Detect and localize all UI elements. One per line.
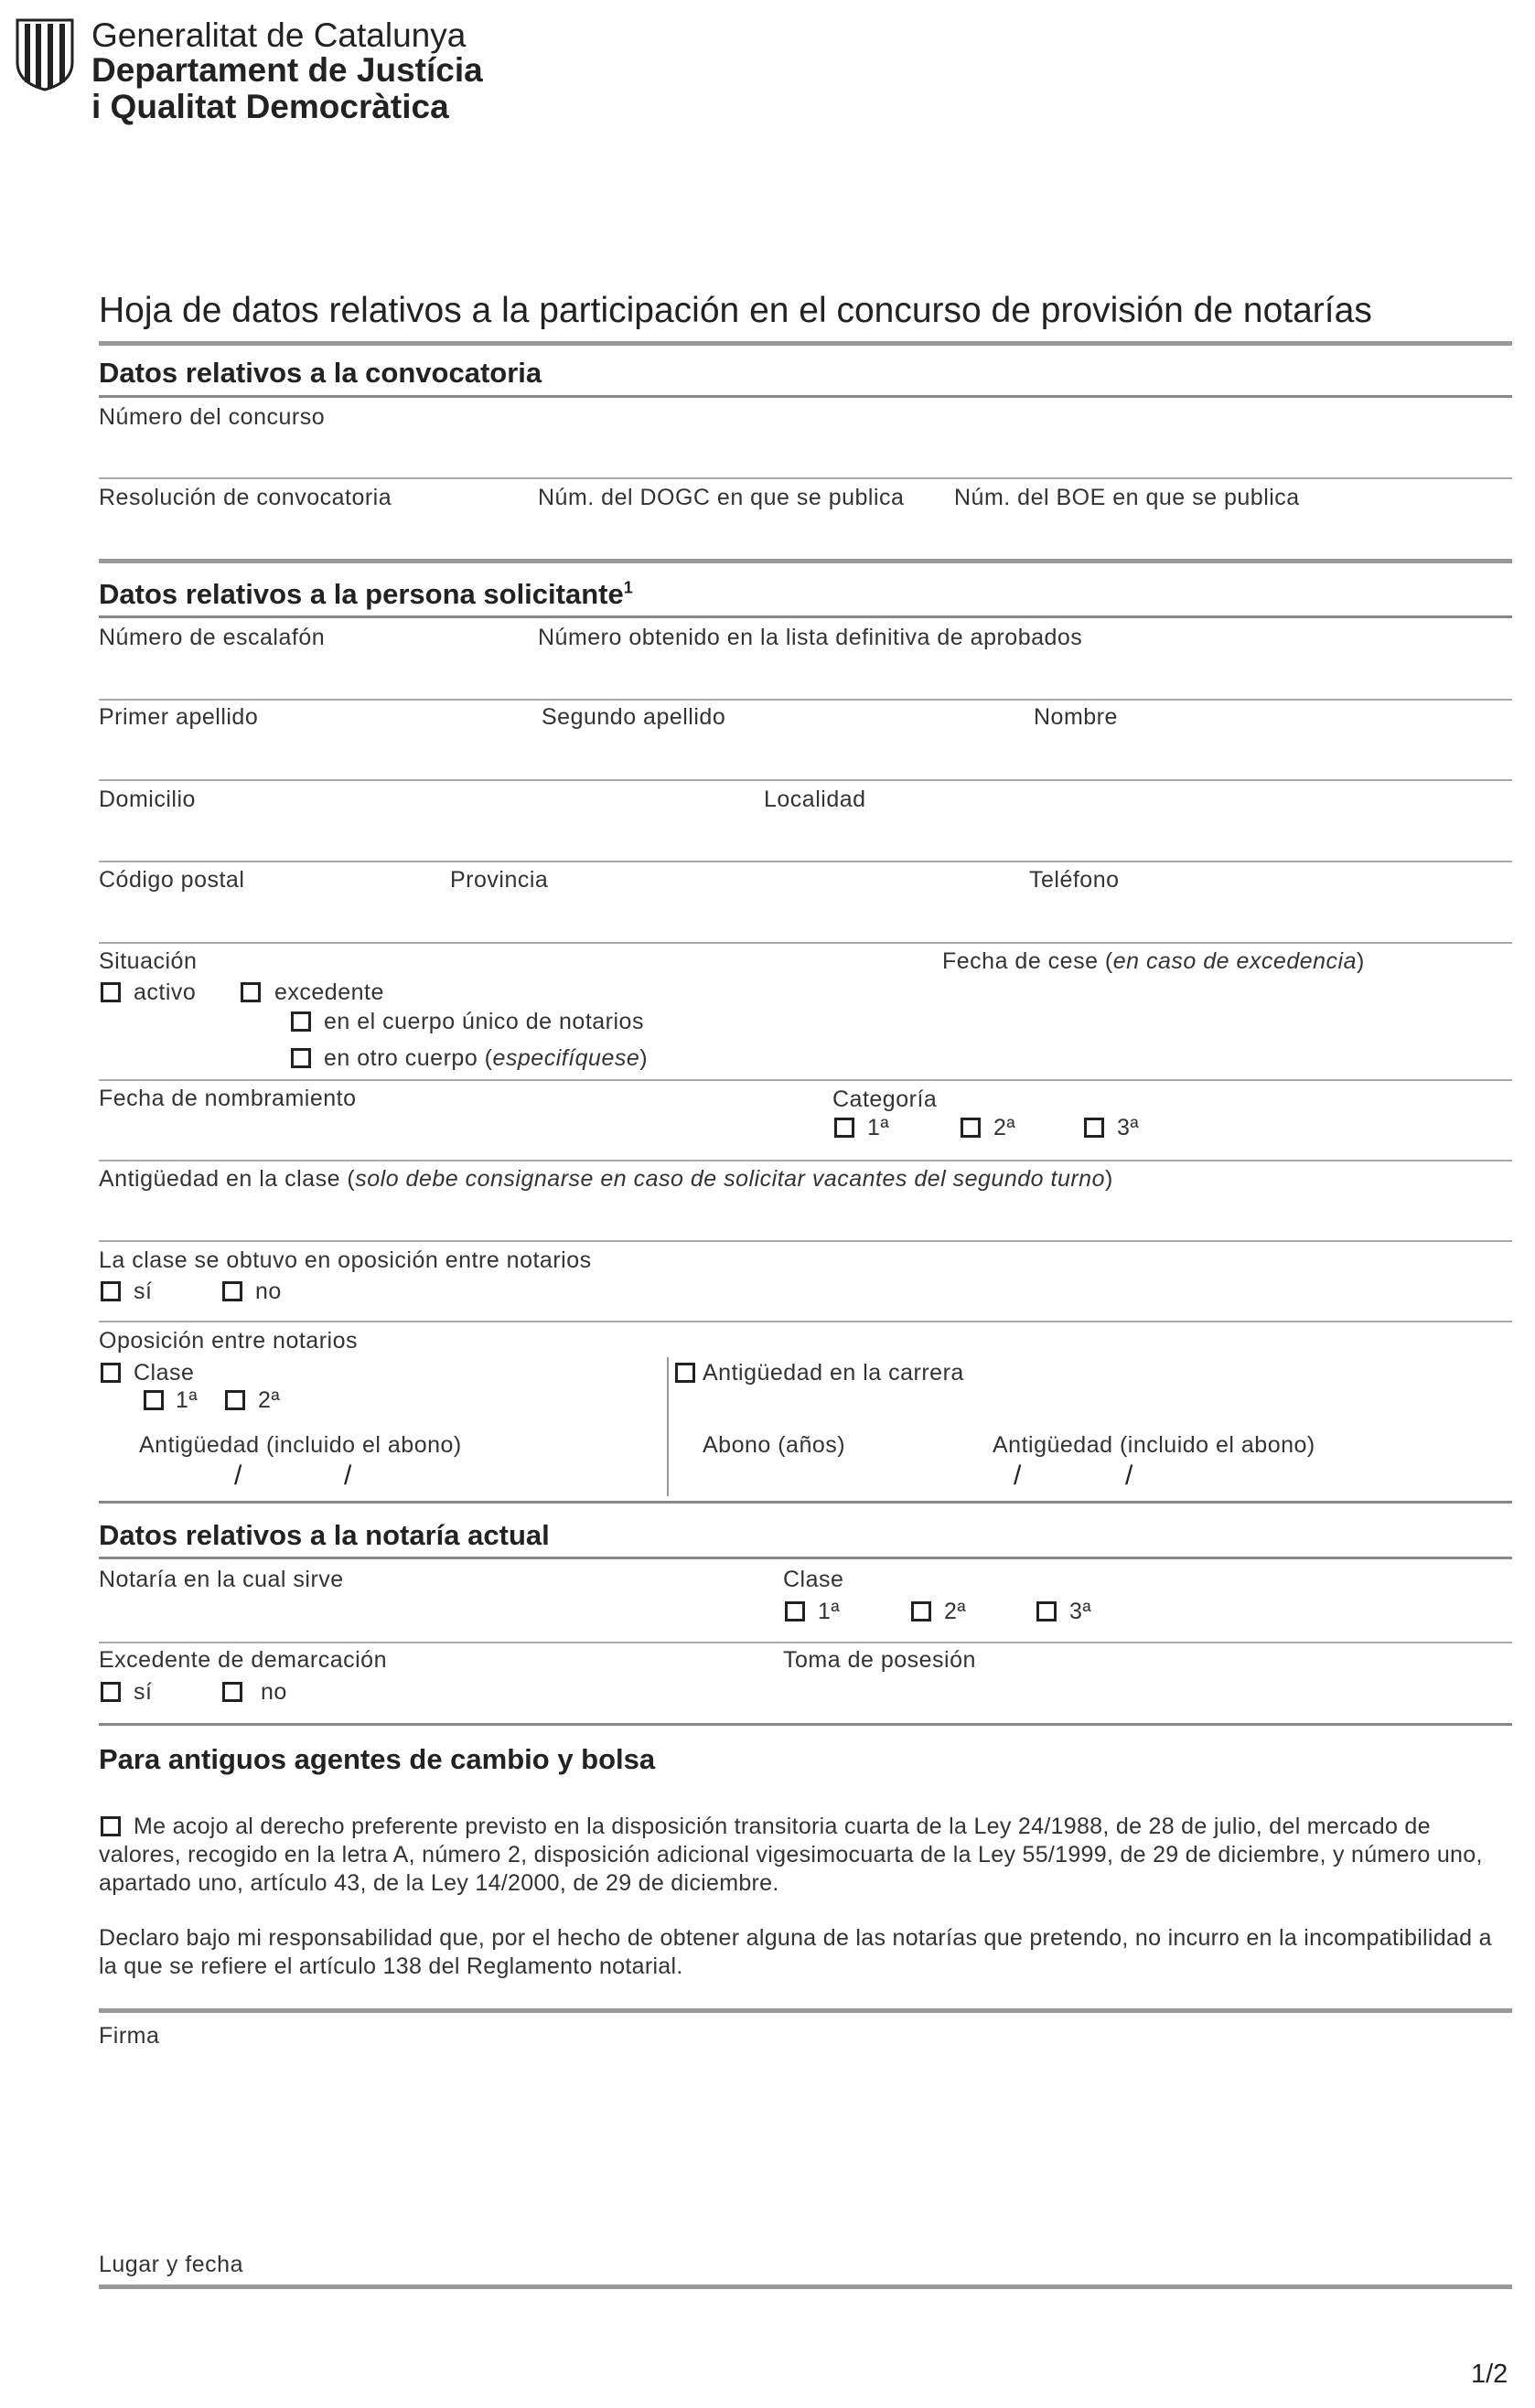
antig-carrera-checkbox[interactable] [675, 1363, 695, 1383]
department-name-2: i Qualitat Democràtica [91, 88, 449, 125]
page-number: 1/2 [1471, 2360, 1508, 2389]
categoria-3-label: 3ª [1117, 1115, 1140, 1140]
field-line [99, 1160, 1512, 1161]
clase-obtuvo-si-checkbox[interactable] [101, 1281, 121, 1301]
activo-checkbox[interactable] [101, 982, 121, 1002]
antiguedad-incluido-label-2: Antigüedad (incluido el abono) [993, 1432, 1315, 1458]
antiguedad-clase-label: Antigüedad en la clase (solo debe consignarse en caso de solicitar vacantes del segundo turno) [99, 1166, 1113, 1192]
excedente-si-checkbox[interactable] [101, 1682, 121, 1702]
footnote-marker: 1 [623, 578, 633, 597]
segundo-apellido-label: Segundo apellido [542, 704, 726, 730]
clase-obtuvo-label: La clase se obtuvo en oposición entre notarios [99, 1247, 592, 1273]
antig-carrera-label: Antigüedad en la carrera [703, 1360, 964, 1386]
date-separator: / [1014, 1461, 1022, 1491]
notaria-clase-3-checkbox[interactable] [1036, 1601, 1057, 1621]
divider [99, 341, 1512, 346]
clase-1-label: 1ª [176, 1387, 199, 1413]
excedente-no-checkbox[interactable] [222, 1682, 242, 1702]
field-line[interactable] [99, 861, 1512, 862]
categoria-2-label: 2ª [993, 1115, 1016, 1140]
categoria-1-checkbox[interactable] [834, 1118, 854, 1138]
clase-2-label: 2ª [258, 1387, 281, 1413]
cuerpo-unico-checkbox[interactable] [291, 1011, 311, 1032]
divider [99, 2285, 1512, 2289]
antiguedad-incluido-label: Antigüedad (incluido el abono) [139, 1432, 462, 1458]
lugar-fecha-label: Lugar y fecha [99, 2252, 243, 2277]
clase-checkbox[interactable] [101, 1363, 121, 1383]
primer-apellido-label: Primer apellido [99, 704, 259, 730]
si-label: sí [134, 1279, 153, 1304]
no-label: no [255, 1279, 282, 1304]
divider [99, 1501, 1512, 1504]
localidad-label: Localidad [764, 787, 866, 812]
notaria-clase-1-checkbox[interactable] [785, 1601, 805, 1621]
field-line[interactable] [99, 942, 1512, 944]
fecha-cese-label: Fecha de cese (en caso de excedencia) [942, 948, 1365, 974]
domicilio-label: Domicilio [99, 787, 196, 812]
otro-cuerpo-label: en otro cuerpo (especifíquese) [324, 1045, 649, 1071]
oposicion-label: Oposición entre notarios [99, 1328, 358, 1354]
activo-label: activo [134, 979, 197, 1005]
telefono-label: Teléfono [1029, 867, 1120, 893]
field-line[interactable] [99, 779, 1512, 781]
notaria-clase-2-checkbox[interactable] [911, 1601, 931, 1621]
clase-2-checkbox[interactable] [225, 1390, 245, 1410]
section-persona-heading: Datos relativos a la persona solicitante$^1$ [99, 578, 633, 610]
section-agentes-heading: Para antiguos agentes de cambio y bolsa [99, 1743, 656, 1775]
generalitat-logo-icon [14, 16, 76, 91]
clase-obtuvo-no-checkbox[interactable] [222, 1281, 242, 1301]
date-separator: / [234, 1461, 242, 1491]
department-name: Departament de Justícia [91, 51, 483, 89]
notaria-sirve-label: Notaría en la cual sirve [99, 1567, 344, 1592]
fecha-nombramiento-label: Fecha de nombramiento [99, 1086, 357, 1111]
situacion-label: Situación [99, 948, 198, 974]
categoria-3-checkbox[interactable] [1084, 1118, 1104, 1138]
clase-1-checkbox[interactable] [144, 1390, 164, 1410]
notaria-clase-2-label: 2ª [944, 1599, 967, 1624]
divider [99, 559, 1512, 563]
declaro-paragraph: Declaro bajo mi responsabilidad que, por el hecho de obtener alguna de las notarías que pretendo, no incurro en la incompatibilidad a la que se refiere el artículo 138 del Reglamento notarial. [99, 1925, 1492, 1979]
form-title: Hoja de datos relativos a la participación en el concurso de provisión de notarías [99, 291, 1372, 330]
categoria-label: Categoría [832, 1086, 938, 1112]
date-separator: / [344, 1461, 352, 1491]
notaria-clase-3-label: 3ª [1069, 1599, 1092, 1624]
field-line[interactable] [99, 699, 1512, 701]
excedente-label: excedente [274, 979, 384, 1005]
column-divider [667, 1357, 669, 1496]
firma-label: Firma [99, 2023, 160, 2049]
num-dogc-label: Núm. del DOGC en que se publica [538, 485, 905, 510]
divider [99, 1723, 1512, 1726]
divider [99, 2008, 1512, 2013]
divider [99, 395, 1512, 398]
provincia-label: Provincia [450, 867, 549, 893]
numero-escalafon-label: Número de escalafón [99, 625, 326, 650]
numero-obtenido-label: Número obtenido en la lista definitiva de aprobados [538, 625, 1083, 650]
field-line[interactable] [99, 1240, 1512, 1242]
cuerpo-unico-label: en el cuerpo único de notarios [324, 1009, 644, 1034]
field-line[interactable] [99, 477, 1512, 479]
clase-label: Clase [134, 1360, 195, 1386]
section-convocatoria-heading: Datos relativos a la convocatoria [99, 357, 542, 389]
field-line [99, 1079, 1512, 1081]
no-label-2: no [261, 1679, 287, 1705]
acojo-paragraph: Me acojo al derecho preferente previsto en la disposición transitoria cuarta de la Ley 24/1988, de 28 de julio, del mercado de valores, recogido en la letra A, número 2, disposición adicional vigesimocuarta de la Ley 55/1999, de 29 de diciembre, y número uno, apartado uno, artículo 43, de la Ley 14/2000, de 29 de diciembre. [99, 1814, 1483, 1896]
categoria-1-label: 1ª [867, 1115, 890, 1140]
date-separator: / [1125, 1461, 1133, 1491]
section-notaria-heading: Datos relativos a la notaría actual [99, 1519, 550, 1551]
divider [99, 1557, 1512, 1559]
otro-cuerpo-checkbox[interactable] [291, 1048, 311, 1068]
field-line [99, 1642, 1512, 1643]
field-line [99, 1321, 1512, 1322]
org-name: Generalitat de Catalunya [91, 16, 467, 54]
categoria-2-checkbox[interactable] [961, 1118, 981, 1138]
excedente-demarcacion-label: Excedente de demarcación [99, 1647, 387, 1673]
resolucion-label: Resolución de convocatoria [99, 485, 392, 510]
excedente-checkbox[interactable] [241, 982, 261, 1002]
divider [99, 615, 1512, 618]
num-boe-label: Núm. del BOE en que se publica [954, 485, 1300, 510]
notaria-clase-1-label: 1ª [818, 1599, 841, 1624]
clase-label-2: Clase [783, 1567, 844, 1592]
numero-concurso-label: Número del concurso [99, 404, 326, 430]
codigo-postal-label: Código postal [99, 867, 245, 893]
abono-label: Abono (años) [703, 1432, 846, 1458]
toma-posesion-label: Toma de posesión [783, 1647, 976, 1673]
nombre-label: Nombre [1034, 704, 1118, 730]
si-label-2: sí [134, 1679, 153, 1705]
